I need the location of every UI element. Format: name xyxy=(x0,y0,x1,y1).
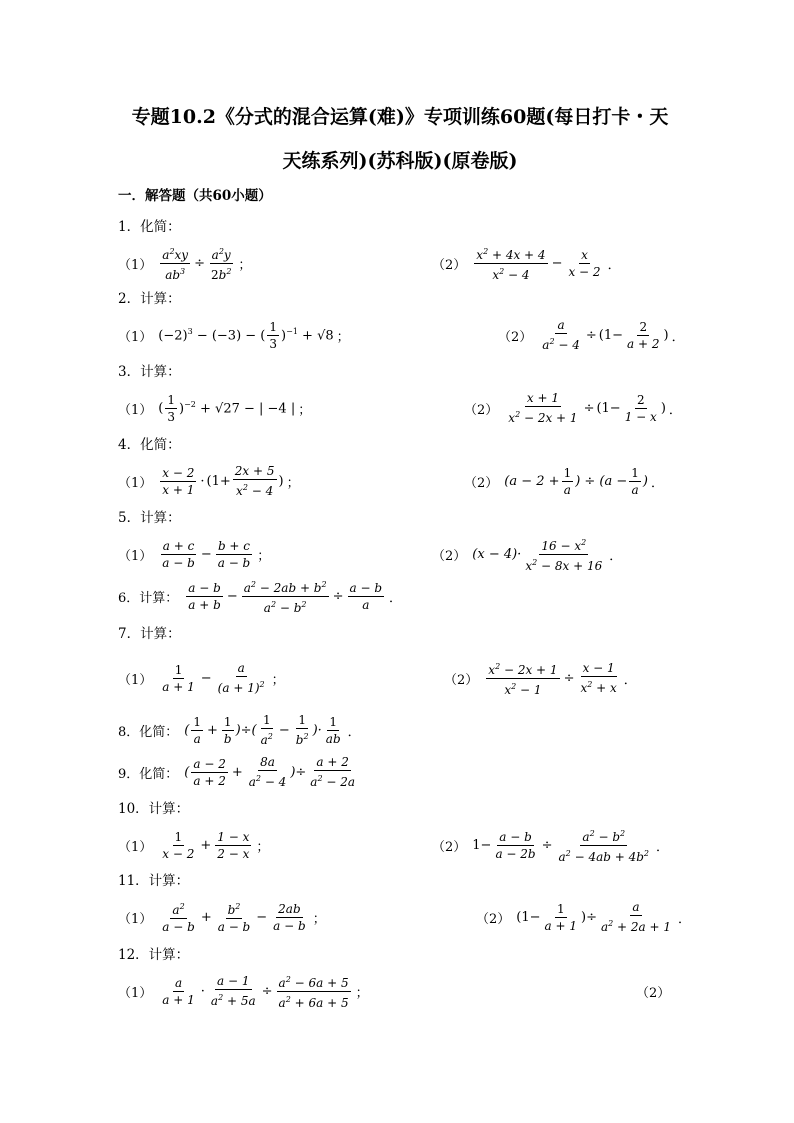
math-expression: (a − 2 + $\frac{1}{a}$ ) ÷ (a − $\frac{1}{a}$ ) ． xyxy=(504,465,665,497)
math-expression: ( $\frac{1}{a}$ + $\frac{1}{b}$ )÷( $\frac{1}{a^2}$ − $\frac{1}{b^2}$ )· $\frac{1}{ab}$ ． xyxy=(184,713,361,747)
math-expression: (x − 4)· $\frac{16 - x^2}{x^2 - 8x + 16}$ ． xyxy=(472,537,623,573)
problem-5-part-2 xyxy=(432,534,622,574)
part-label: （2） xyxy=(498,329,533,345)
part-label: （1） xyxy=(118,257,153,273)
part-label: （1） xyxy=(118,475,153,491)
problem-4-part-2 xyxy=(464,461,664,501)
problem-4-heading: 4．化简： xyxy=(118,437,181,453)
problem-7-heading: 7．计算： xyxy=(118,626,181,642)
part-label: （2） xyxy=(636,985,671,1001)
math-expression: $\frac{a + c}{a - b}$ − $\frac{b + c}{a - b}$ ； xyxy=(162,538,271,570)
math-expression: (1− $\frac{1}{a + 1}$ )÷ $\frac{a}{a^2 + 2a + 1}$ ． xyxy=(516,900,692,934)
math-expression: $\frac{a}{a + 1}$ · $\frac{a - 1}{a^2 + 5a}$ ÷ $\frac{a^2 - 6a + 5}{a^2 + 6a + 5}$ ； xyxy=(162,974,369,1010)
problem-10-part-1 xyxy=(118,825,269,865)
math-expression: ( $\frac{1}{3}$ )$^{-2}$ + √27 − | −4 | ； xyxy=(158,392,312,424)
problem-1-part-1 xyxy=(118,243,251,283)
problem-3-heading: 3．计算： xyxy=(118,364,181,380)
math-expression: $\frac{1}{a + 1}$ − $\frac{a}{(a + 1)^2}$ ； xyxy=(162,661,285,695)
math-expression: $\frac{x + 1}{x^2 - 2x + 1}$ ÷ (1− $\frac{2}{1 - x}$ ) ． xyxy=(508,391,682,425)
problem-8-heading: 8．化简： xyxy=(118,724,179,740)
problem-10-part-2 xyxy=(432,825,669,865)
math-expression: $\frac{a^2xy}{ab^3}$ ÷ $\frac{a^2y}{2b^2}$ ； xyxy=(162,246,252,282)
part-label: （1） xyxy=(118,911,153,927)
problem-1-part-2 xyxy=(432,243,621,283)
problem-10-heading: 10．计算： xyxy=(118,801,190,817)
part-label: （1） xyxy=(118,329,153,345)
problem-2-part-2 xyxy=(498,315,685,355)
problem-9 xyxy=(118,752,359,792)
problem-6 xyxy=(118,576,402,616)
part-label: （2） xyxy=(432,257,467,273)
part-label: （1） xyxy=(118,548,153,564)
part-label: （1） xyxy=(118,985,153,1001)
part-label: （2） xyxy=(444,672,479,688)
problem-4-part-1 xyxy=(118,461,300,501)
page-title-line-1: 专题10.2《分式的混合运算(难)》专项训练60题(每日打卡・天 xyxy=(131,106,669,128)
math-expression: $\frac{a^2}{a - b}$ + $\frac{b^2}{a - b}$ − $\frac{2ab}{a - b}$ ； xyxy=(162,901,326,934)
problem-5-heading: 5．计算： xyxy=(118,510,181,526)
math-expression: 1− $\frac{a - b}{a - 2b}$ ÷ $\frac{a^2 - b^2}{a^2 - 4ab + 4b^2}$ ． xyxy=(472,828,670,864)
problem-1-heading: 1．化简： xyxy=(118,219,181,235)
problem-9-heading: 9．化简： xyxy=(118,766,179,782)
part-label: （1） xyxy=(118,402,153,418)
problem-12-heading: 12．计算： xyxy=(118,947,190,963)
math-expression: $\frac{a}{a^2 - 4}$ ÷ (1− $\frac{2}{a + 2}$ ) ． xyxy=(542,318,685,352)
problem-7-part-1 xyxy=(118,658,285,698)
math-expression: $\frac{x - 2}{x + 1}$ · (1+ $\frac{2x + 5}{x^2 - 4}$ ) ； xyxy=(162,464,300,498)
part-label: （2） xyxy=(432,839,467,855)
part-label: （2） xyxy=(432,548,467,564)
math-expression: ( $\frac{a - 2}{a + 2}$ + $\frac{8a}{a^2 - 4}$ )÷ $\frac{a + 2}{a^2 - 2a}$ xyxy=(184,755,356,789)
math-expression: $\frac{1}{x - 2}$ + $\frac{1 - x}{2 - x}$ ； xyxy=(162,829,270,861)
problem-2-heading: 2．计算： xyxy=(118,291,181,307)
math-expression: $\frac{x^2 + 4x + 4}{x^2 - 4}$ − $\frac{x}{x - 2}$ ． xyxy=(476,246,621,282)
problem-11-heading: 11．计算： xyxy=(118,873,190,889)
part-label: （2） xyxy=(476,911,511,927)
part-label: （2） xyxy=(464,402,499,418)
section-heading: 一．解答题（共60小题） xyxy=(118,188,272,204)
problem-6-heading: 6．计算： xyxy=(118,590,179,606)
math-expression: $\frac{x^2 - 2x + 1}{x^2 - 1}$ ÷ $\frac{x - 1}{x^2 + x}$ ． xyxy=(488,661,637,697)
problem-12-part-1 xyxy=(118,971,369,1011)
problem-8 xyxy=(118,710,361,750)
page-title-line-2: 天练系列)(苏科版)(原卷版) xyxy=(282,150,518,172)
part-label: （2） xyxy=(464,475,499,491)
problem-11-part-1 xyxy=(118,897,326,937)
problem-7-part-2 xyxy=(444,658,637,698)
math-expression: $(-2)^3 - (-3)$ − ( $\frac{1}{3}$ )$^{-1}$ + √8 ； xyxy=(158,319,350,351)
math-expression: $\frac{a - b}{a + b}$ − $\frac{a^2 - 2ab + b^2}{a^2 - b^2}$ ÷ $\frac{a - b}{a}$ ． xyxy=(188,579,403,615)
problem-3-part-1 xyxy=(118,388,311,428)
problem-5-part-1 xyxy=(118,534,270,574)
problem-12-part-2 xyxy=(636,971,676,1011)
problem-11-part-2 xyxy=(476,897,691,937)
problem-3-part-2 xyxy=(464,388,682,428)
part-label: （1） xyxy=(118,672,153,688)
problem-2-part-1 xyxy=(118,315,350,355)
part-label: （1） xyxy=(118,839,153,855)
